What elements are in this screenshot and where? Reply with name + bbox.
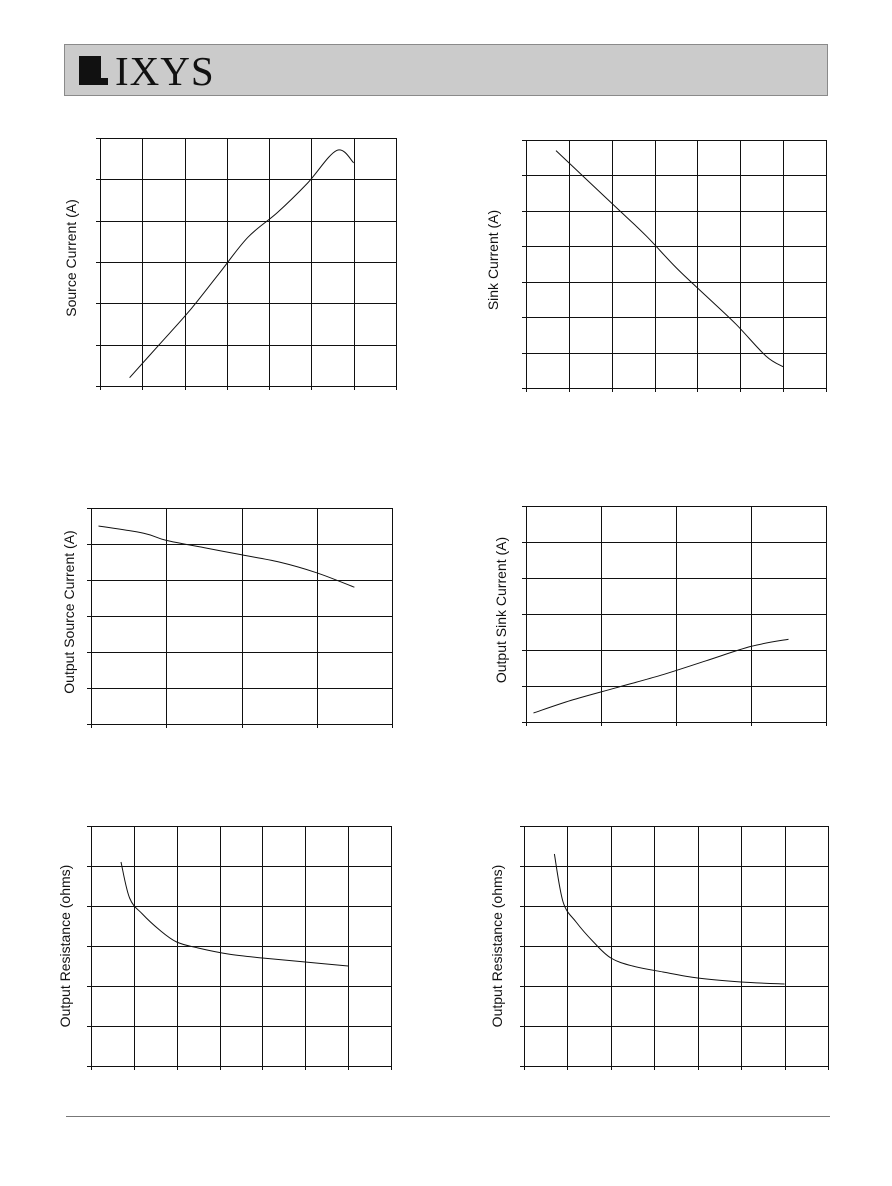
chart-grid: [87, 826, 392, 1070]
output-resistance-chart-left: [40, 818, 410, 1078]
source-current-chart: [40, 130, 410, 400]
page-header: [64, 44, 828, 96]
y-axis-label: Output Source Current (A): [61, 530, 77, 694]
series-line: [121, 862, 348, 966]
series-line: [99, 526, 355, 587]
y-axis-label: Output Resistance (ohms): [57, 864, 73, 1028]
series-line: [130, 150, 354, 378]
sink-current-chart: [460, 132, 840, 402]
y-axis-label: Output Sink Current (A): [493, 536, 509, 684]
chart-grid: [520, 826, 829, 1070]
output-resistance-chart-right: [460, 818, 840, 1078]
series-line: [554, 854, 784, 984]
y-axis-label: Sink Current (A): [485, 209, 501, 311]
chart-grid: [96, 138, 397, 390]
series-line: [556, 151, 783, 367]
chart-grid: [87, 508, 393, 728]
footer-divider: [66, 1116, 830, 1117]
ixys-square-logo-icon: [79, 56, 108, 85]
output-sink-current-chart: [460, 498, 840, 738]
chart-grid: [522, 506, 827, 726]
company-logo-text: IXYS: [115, 48, 215, 94]
y-axis-label: Output Resistance (ohms): [489, 864, 505, 1028]
y-axis-label: Source Current (A): [63, 199, 79, 317]
output-source-current-chart: [40, 500, 410, 740]
